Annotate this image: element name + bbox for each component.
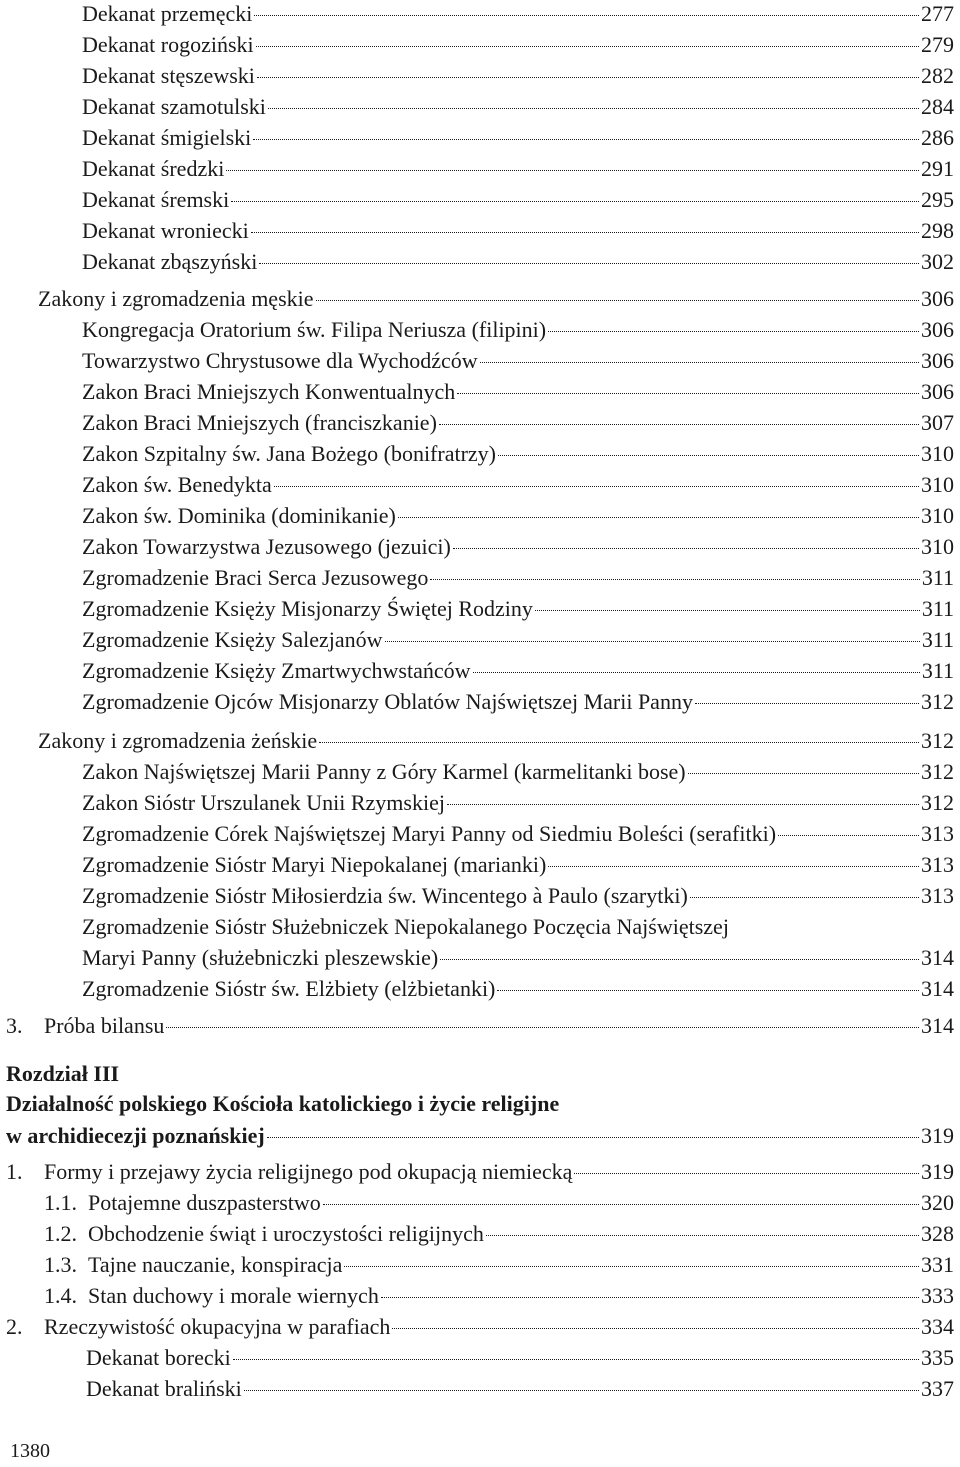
leader-dots	[268, 108, 919, 109]
leader-dots	[267, 1137, 919, 1138]
leader-dots	[323, 1204, 919, 1205]
toc-entry: 1.3. Tajne nauczanie, konspiracja 331	[44, 1252, 954, 1277]
toc-entry: Zgromadzenie Księży Misjonarzy Świętej Rodziny 311	[82, 596, 954, 621]
leader-dots	[344, 1266, 919, 1267]
toc-entry: Zakon Najświętszej Marii Panny z Góry Karmel (karmelitanki bose) 312	[82, 759, 954, 784]
leader-dots	[453, 548, 919, 549]
leader-dots	[381, 1297, 919, 1298]
leader-dots	[256, 46, 919, 47]
toc-entry: Zakon Braci Mniejszych (franciszkanie) 307	[82, 410, 954, 435]
toc-entry: Kongregacja Oratorium św. Filipa Neriusza (filipini) 306	[82, 317, 954, 342]
toc-entry: Zakon Sióstr Urszulanek Unii Rzymskiej 312	[82, 790, 954, 815]
toc-entry: Dekanat zbąszyński 302	[82, 249, 954, 274]
toc-entry: Dekanat średzki 291	[82, 156, 954, 181]
toc-entry: Dekanat śmigielski 286	[82, 125, 954, 150]
toc-section: Zakony i zgromadzenia żeńskie 312	[38, 728, 954, 753]
leader-dots	[535, 610, 920, 611]
leader-dots	[688, 773, 919, 774]
leader-dots	[440, 959, 919, 960]
leader-dots	[259, 263, 919, 264]
toc-entry: Zakon św. Benedykta 310	[82, 472, 954, 497]
leader-dots	[257, 77, 919, 78]
leader-dots	[690, 897, 919, 898]
leader-dots	[457, 393, 919, 394]
toc-entry: Zakon Braci Mniejszych Konwentualnych 306	[82, 379, 954, 404]
chapter-label: Rozdział III	[6, 1061, 120, 1086]
toc-entry: Zgromadzenie Ojców Misjonarzy Oblatów Najświętszej Marii Panny 312	[82, 689, 954, 714]
leader-dots	[778, 835, 919, 836]
toc-entry: Zgromadzenie Córek Najświętszej Maryi Panny od Siedmiu Boleści (serafitki) 313	[82, 821, 954, 846]
leader-dots	[497, 990, 919, 991]
toc-entry: Zakon Towarzystwa Jezusowego (jezuici) 310	[82, 534, 954, 559]
toc-entry: Zgromadzenie Księży Zmartwychwstańców 311	[82, 658, 954, 683]
toc-entry: Zgromadzenie Braci Serca Jezusowego 311	[82, 565, 954, 590]
toc-entry: Dekanat stęszewski 282	[82, 63, 954, 88]
toc-section: Zakony i zgromadzenia męskie 306	[38, 286, 954, 311]
toc-entry: Dekanat braliński 337	[86, 1376, 954, 1401]
leader-dots	[166, 1027, 919, 1028]
chapter-title: Działalność polskiego Kościoła katolickiego i życie religijne	[6, 1091, 560, 1116]
leader-dots	[486, 1235, 919, 1236]
toc-entry: Towarzystwo Chrystusowe dla Wychodźców 306	[82, 348, 954, 373]
leader-dots	[251, 232, 919, 233]
leader-dots	[226, 170, 919, 171]
leader-dots	[254, 15, 919, 16]
leader-dots	[480, 362, 919, 363]
toc-entry: Dekanat rogoziński 279	[82, 32, 954, 57]
leader-dots	[430, 579, 919, 580]
leader-dots	[398, 517, 919, 518]
chapter-title-line: w archidiecezji poznańskiej 319	[6, 1123, 954, 1148]
leader-dots	[319, 742, 919, 743]
toc-entry: Dekanat przemęcki 277	[82, 1, 954, 26]
toc-section: 3. Próba bilansu 314	[6, 1013, 954, 1038]
toc-entry: Dekanat szamotulski 284	[82, 94, 954, 119]
toc-entry: Dekanat wroniecki 298	[82, 218, 954, 243]
leader-dots	[385, 641, 920, 642]
toc-entry: Zakon Szpitalny św. Jana Bożego (bonifratrzy) 310	[82, 441, 954, 466]
toc-entry: Dekanat borecki 335	[86, 1345, 954, 1370]
leader-dots	[231, 201, 919, 202]
toc-entry: Zgromadzenie Sióstr Maryi Niepokalanej (marianki) 313	[82, 852, 954, 877]
toc-entry: Zgromadzenie Księży Salezjanów 311	[82, 627, 954, 652]
toc-entry: Zgromadzenie Sióstr Miłosierdzia św. Wincentego à Paulo (szarytki) 313	[82, 883, 954, 908]
leader-dots	[447, 804, 919, 805]
toc-entry: 1.1. Potajemne duszpasterstwo 320	[44, 1190, 954, 1215]
toc-entry: Maryi Panny (służebniczki pleszewskie) 314	[82, 945, 954, 970]
leader-dots	[548, 866, 919, 867]
leader-dots	[574, 1173, 919, 1174]
leader-dots	[316, 300, 919, 301]
leader-dots	[473, 672, 920, 673]
leader-dots	[274, 486, 919, 487]
toc-entry: Zgromadzenie Sióstr św. Elżbiety (elżbietanki) 314	[82, 976, 954, 1001]
toc-entry: 1.4. Stan duchowy i morale wiernych 333	[44, 1283, 954, 1308]
toc-section: 1. Formy i przejawy życia religijnego pod okupacją niemiecką 319	[6, 1159, 954, 1184]
leader-dots	[439, 424, 919, 425]
toc-entry: Dekanat śremski 295	[82, 187, 954, 212]
toc-section: 2. Rzeczywistość okupacyjna w parafiach 334	[6, 1314, 954, 1339]
toc-entry: Zakon św. Dominika (dominikanie) 310	[82, 503, 954, 528]
leader-dots	[498, 455, 919, 456]
leader-dots	[695, 703, 919, 704]
leader-dots	[548, 331, 919, 332]
page-number: 1380	[10, 1440, 50, 1462]
leader-dots	[244, 1390, 919, 1391]
leader-dots	[392, 1328, 919, 1329]
leader-dots	[233, 1359, 919, 1360]
leader-dots	[253, 139, 919, 140]
toc-entry-first-line: Zgromadzenie Sióstr Służebniczek Niepokalanego Poczęcia Najświętszej	[82, 914, 729, 939]
toc-entry: 1.2. Obchodzenie świąt i uroczystości religijnych 328	[44, 1221, 954, 1246]
